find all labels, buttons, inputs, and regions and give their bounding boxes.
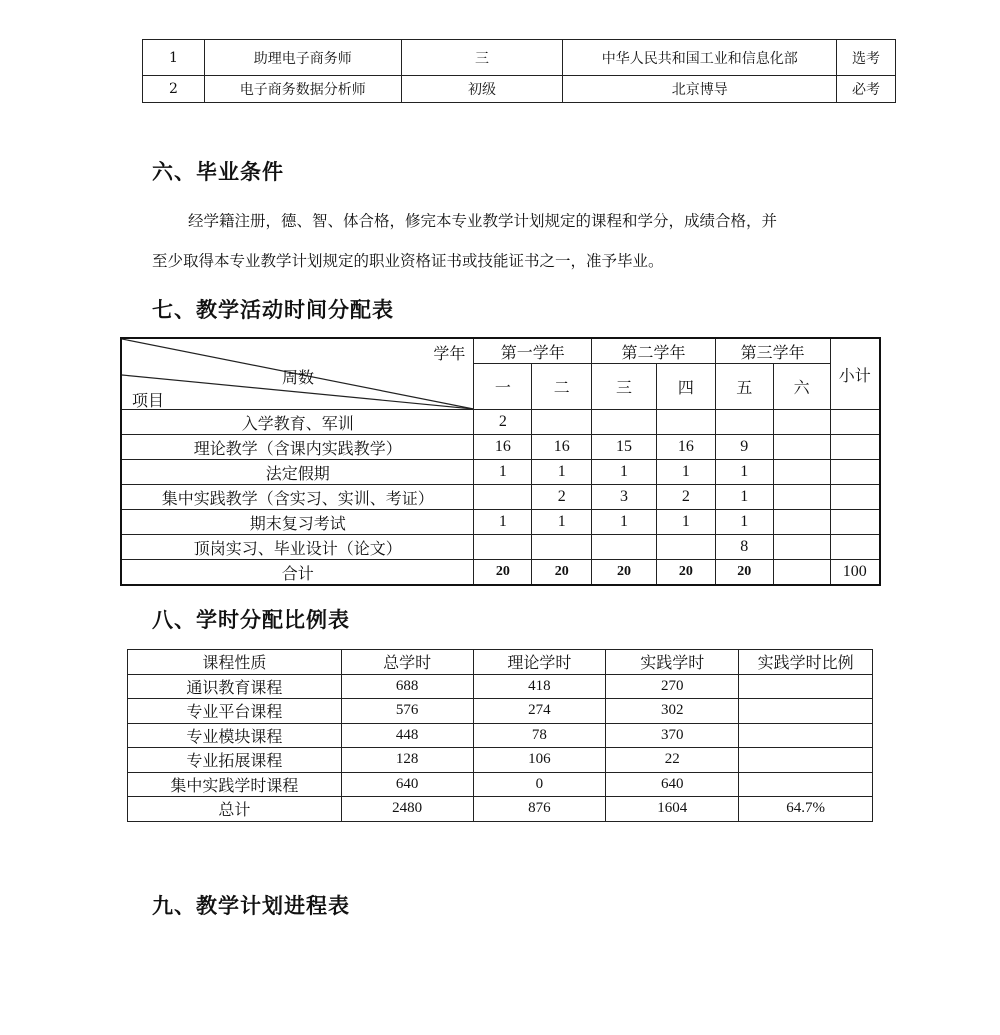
course-type: 总计 — [128, 797, 342, 822]
week-cell: 16 — [656, 435, 715, 460]
table-header-row — [128, 650, 873, 675]
table-row — [128, 674, 873, 699]
table-row — [121, 410, 880, 435]
activity-item: 入学教育、军训 — [121, 410, 474, 435]
week-cell: 1 — [474, 460, 532, 485]
certificate-table — [142, 39, 896, 103]
week-cell: 2 — [656, 485, 715, 510]
diag-label-week: 周数 — [282, 368, 315, 387]
credit-hour-table — [127, 649, 873, 822]
total-subtotal: 100 — [830, 560, 880, 586]
diagonal-header-cell — [121, 338, 474, 410]
week-cell — [773, 435, 830, 460]
week-cell: 1 — [532, 460, 592, 485]
practice-hours: 302 — [606, 699, 739, 724]
week-cell — [715, 410, 773, 435]
total-hours: 640 — [341, 772, 473, 797]
week-cell — [592, 410, 657, 435]
week-cell — [532, 535, 592, 560]
week-cell: 1 — [656, 460, 715, 485]
total-hours: 128 — [341, 748, 473, 773]
year-header: 第三学年 — [715, 338, 830, 364]
week-cell — [773, 510, 830, 535]
year-header: 第一学年 — [474, 338, 592, 364]
total-hours: 448 — [341, 723, 473, 748]
subtotal-cell — [830, 410, 880, 435]
table-row — [121, 460, 880, 485]
section-6-title: 六、毕业条件 — [152, 160, 284, 184]
total-hours: 576 — [341, 699, 473, 724]
week-cell: 3 — [592, 485, 657, 510]
week-cell: 1 — [592, 460, 657, 485]
course-type: 集中实践学时课程 — [128, 772, 342, 797]
theory-hours: 876 — [473, 797, 606, 822]
table-row — [143, 40, 896, 76]
week-cell: 1 — [715, 460, 773, 485]
course-type: 专业模块课程 — [128, 723, 342, 748]
total-hours: 2480 — [341, 797, 473, 822]
total-cell: 20 — [656, 560, 715, 586]
week-cell — [592, 535, 657, 560]
subtotal-cell — [830, 510, 880, 535]
theory-hours: 78 — [473, 723, 606, 748]
term-header: 四 — [656, 364, 715, 410]
total-hours: 688 — [341, 674, 473, 699]
column-header: 实践学时 — [606, 650, 739, 675]
practice-hours: 22 — [606, 748, 739, 773]
table-row — [121, 435, 880, 460]
total-cell: 20 — [474, 560, 532, 586]
week-cell: 1 — [532, 510, 592, 535]
theory-hours: 418 — [473, 674, 606, 699]
week-cell: 1 — [474, 510, 532, 535]
subtotal-cell — [830, 460, 880, 485]
course-type: 专业平台课程 — [128, 699, 342, 724]
course-type: 通识教育课程 — [128, 674, 342, 699]
table-row — [121, 510, 880, 535]
total-cell: 20 — [592, 560, 657, 586]
cert-no: 1 — [143, 40, 205, 76]
table-row — [121, 535, 880, 560]
total-row — [121, 560, 880, 586]
practice-hours: 370 — [606, 723, 739, 748]
subtotal-cell — [830, 535, 880, 560]
total-row — [128, 797, 873, 822]
cert-issuer: 北京博导 — [563, 76, 837, 103]
week-cell: 1 — [715, 485, 773, 510]
column-header: 课程性质 — [128, 650, 342, 675]
week-cell — [656, 535, 715, 560]
column-header: 理论学时 — [473, 650, 606, 675]
week-cell: 16 — [474, 435, 532, 460]
week-cell: 9 — [715, 435, 773, 460]
year-header: 第二学年 — [592, 338, 716, 364]
total-cell: 20 — [532, 560, 592, 586]
cert-name: 助理电子商务师 — [204, 40, 401, 76]
graduation-text-line1: 经学籍注册，德、智、体合格，修完本专业教学计划规定的课程和学分，成绩合格，并 — [188, 212, 778, 230]
table-row — [143, 76, 896, 103]
week-cell: 1 — [592, 510, 657, 535]
column-header: 实践学时比例 — [739, 650, 873, 675]
activity-item: 顶岗实习、毕业设计（论文） — [121, 535, 474, 560]
practice-ratio — [739, 699, 873, 724]
practice-ratio — [739, 748, 873, 773]
activity-item: 集中实践教学（含实习、实训、考证） — [121, 485, 474, 510]
total-label: 合计 — [121, 560, 474, 586]
week-cell — [773, 410, 830, 435]
cert-name: 电子商务数据分析师 — [204, 76, 401, 103]
week-cell: 2 — [532, 485, 592, 510]
cert-no: 2 — [143, 76, 205, 103]
section-8-title: 八、学时分配比例表 — [152, 608, 350, 632]
diag-label-year: 学年 — [433, 344, 466, 363]
theory-hours: 106 — [473, 748, 606, 773]
diag-label-item: 项目 — [132, 391, 165, 410]
table-row — [128, 723, 873, 748]
practice-ratio — [739, 772, 873, 797]
cert-level: 初级 — [401, 76, 563, 103]
week-cell: 16 — [532, 435, 592, 460]
table-row — [128, 748, 873, 773]
term-header: 三 — [592, 364, 657, 410]
cert-type: 必考 — [837, 76, 896, 103]
activity-item: 法定假期 — [121, 460, 474, 485]
cert-type: 选考 — [837, 40, 896, 76]
term-header: 一 — [474, 364, 532, 410]
week-cell — [773, 460, 830, 485]
table-header-row — [121, 338, 880, 364]
theory-hours: 0 — [473, 772, 606, 797]
week-cell — [773, 535, 830, 560]
subtotal-header: 小计 — [830, 338, 880, 410]
section-9-title: 九、教学计划进程表 — [152, 894, 350, 918]
week-cell — [656, 410, 715, 435]
total-cell: 20 — [715, 560, 773, 586]
term-header: 六 — [773, 364, 830, 410]
course-type: 专业拓展课程 — [128, 748, 342, 773]
total-cell — [773, 560, 830, 586]
table-row — [121, 485, 880, 510]
activity-time-table — [120, 337, 881, 586]
practice-hours: 1604 — [606, 797, 739, 822]
activity-item: 期末复习考试 — [121, 510, 474, 535]
subtotal-cell — [830, 485, 880, 510]
week-cell: 1 — [715, 510, 773, 535]
term-header: 二 — [532, 364, 592, 410]
cert-level: 三 — [401, 40, 563, 76]
week-cell: 1 — [656, 510, 715, 535]
subtotal-cell — [830, 435, 880, 460]
week-cell — [474, 485, 532, 510]
week-cell: 2 — [474, 410, 532, 435]
week-cell: 8 — [715, 535, 773, 560]
column-header: 总学时 — [341, 650, 473, 675]
graduation-text-line2: 至少取得本专业教学计划规定的职业资格证书或技能证书之一，准予毕业。 — [152, 252, 664, 270]
week-cell — [532, 410, 592, 435]
practice-hours: 270 — [606, 674, 739, 699]
practice-ratio: 64.7% — [739, 797, 873, 822]
table-row — [128, 699, 873, 724]
week-cell: 15 — [592, 435, 657, 460]
practice-ratio — [739, 674, 873, 699]
theory-hours: 274 — [473, 699, 606, 724]
term-header: 五 — [715, 364, 773, 410]
cert-issuer: 中华人民共和国工业和信息化部 — [563, 40, 837, 76]
section-7-title: 七、教学活动时间分配表 — [152, 298, 394, 322]
practice-ratio — [739, 723, 873, 748]
practice-hours: 640 — [606, 772, 739, 797]
table-row — [128, 772, 873, 797]
week-cell — [773, 485, 830, 510]
activity-item: 理论教学（含课内实践教学） — [121, 435, 474, 460]
week-cell — [474, 535, 532, 560]
